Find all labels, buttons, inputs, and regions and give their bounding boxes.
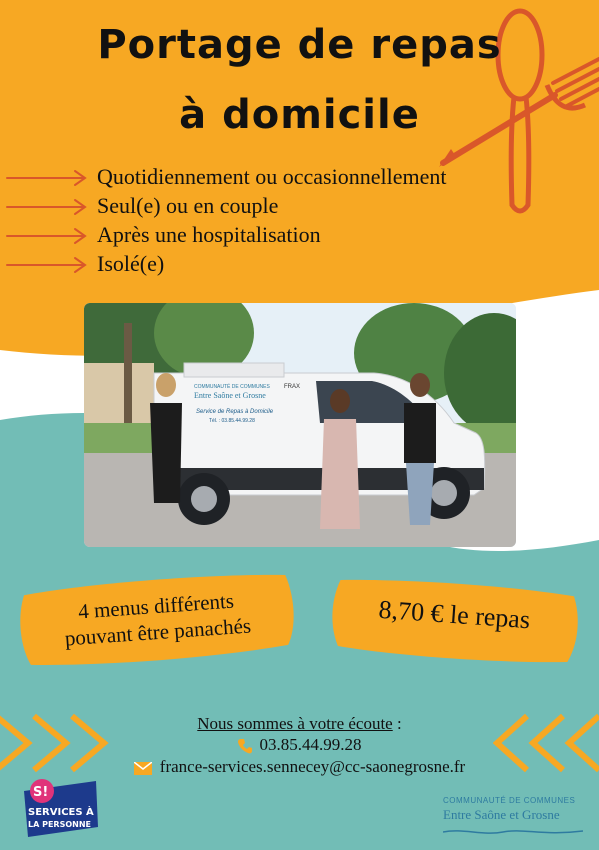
phone-icon	[238, 738, 252, 754]
menus-line2: pouvant être panachés	[64, 613, 252, 651]
van-service-text: Service de Repas à Domicile	[196, 409, 274, 415]
contact-heading	[0, 714, 599, 734]
page-title-line1: Portage de repas	[97, 22, 502, 68]
contact-phone[interactable]: 03.85.44.99.28	[259, 735, 362, 754]
van-logo-small: COMMUNAUTÉ DE COMMUNES	[194, 384, 270, 390]
price-text: 8,70 € le repas	[377, 594, 532, 635]
contact-email-row	[0, 757, 599, 777]
van-frax-text: FRAX	[284, 384, 301, 390]
arrow-right-icon	[5, 168, 89, 278]
contact-phone-row	[0, 735, 599, 755]
van-phone-text: Tél. : 03.85.44.99.28	[209, 418, 255, 424]
logo-right-line2: Entre Saône et Grosne	[443, 807, 560, 822]
contact-email[interactable]: france-services.sennecey@cc-saonegrosne.fr	[159, 757, 466, 776]
page-title-line2: à domicile	[179, 92, 420, 138]
list-item: Après une hospitalisation	[97, 222, 321, 247]
benefits-list	[97, 162, 446, 278]
contact-heading-text: Nous sommes à votre écoute	[197, 714, 393, 733]
logo-left-line1: SERVICES À	[28, 807, 94, 818]
contact-heading-colon: :	[392, 714, 402, 733]
logo-left-mark: S!	[33, 785, 49, 800]
logo-left-line2: LA PERSONNE	[28, 820, 91, 829]
list-item: Isolé(e)	[97, 251, 165, 276]
envelope-icon	[134, 762, 152, 775]
wave-icon	[443, 828, 583, 836]
van-logo-name: Entre Saône et Grosne	[194, 391, 266, 400]
services-a-la-personne-logo	[20, 777, 100, 839]
logo-right-line1: COMMUNAUTÉ DE COMMUNES	[443, 796, 576, 805]
menus-line1: 4 menus différents	[77, 588, 235, 624]
entre-saone-grosne-logo	[443, 796, 593, 840]
list-item: Quotidiennement ou occasionnellement	[97, 164, 447, 189]
list-item: Seul(e) ou en couple	[97, 193, 279, 218]
team-photo	[84, 303, 516, 547]
